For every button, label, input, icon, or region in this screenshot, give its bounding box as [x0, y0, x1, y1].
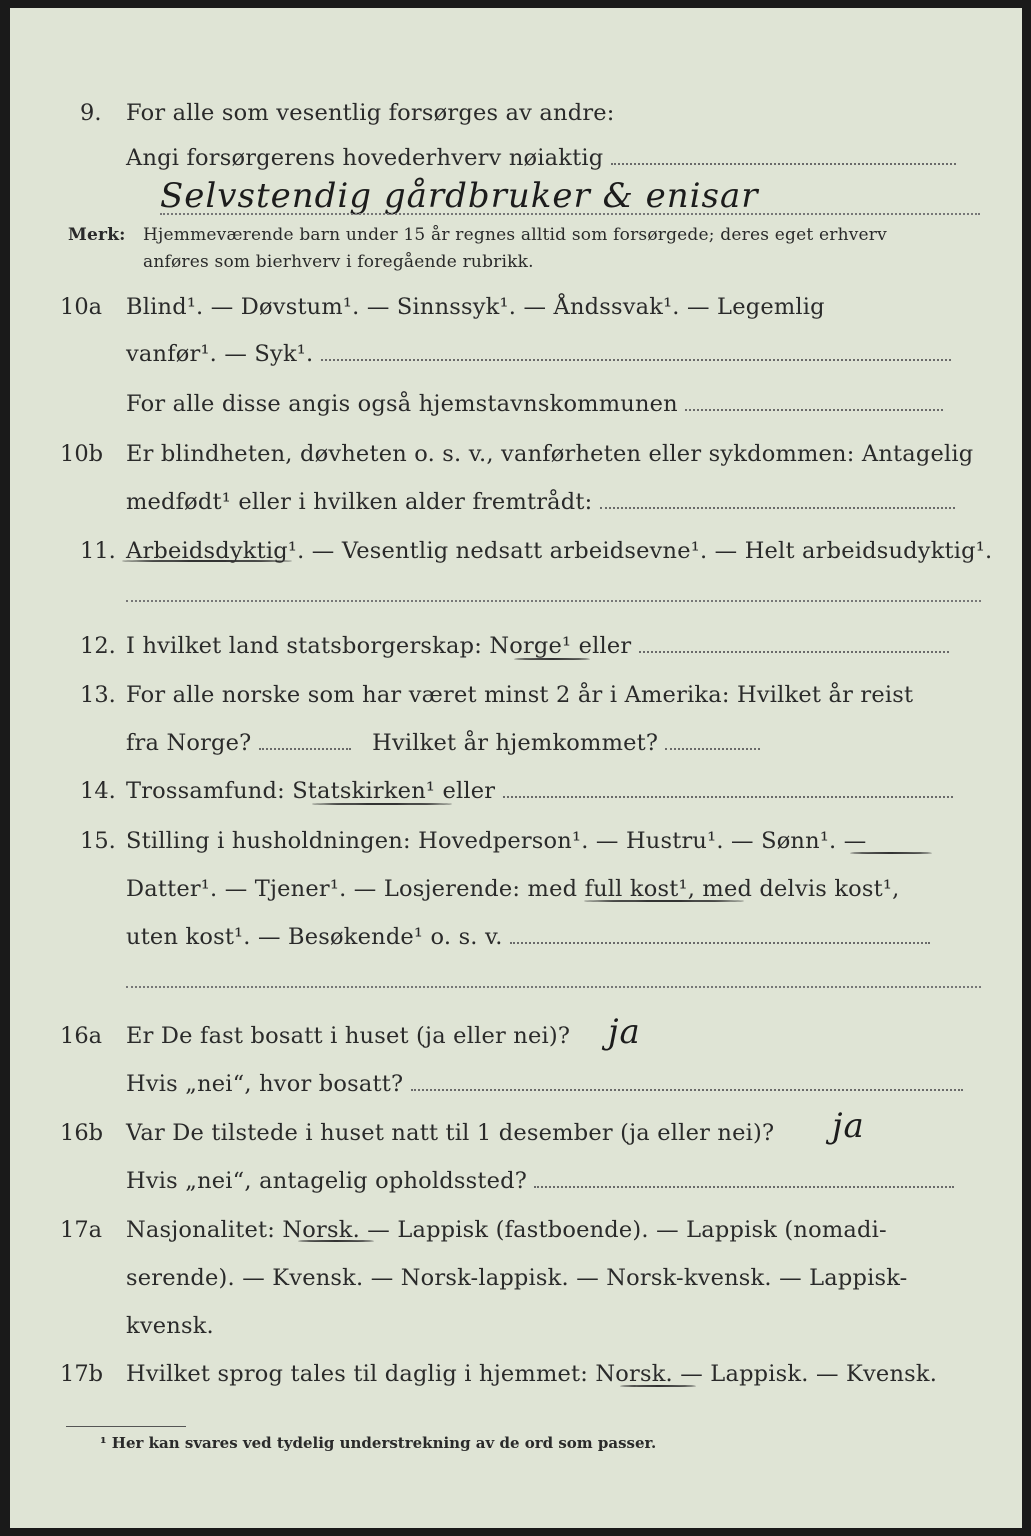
q9-handwritten-answer: Selvstendig gårdbruker & enisar	[160, 176, 759, 216]
q17a-number: 17a	[60, 1217, 103, 1243]
q11-question-line1: Arbeidsdyktig¹. — Vesentlig nedsatt arbeidsevne¹. — Helt arbeidsudyktig¹.	[126, 538, 993, 564]
q16a-handwritten-answer: ja	[608, 1012, 641, 1052]
census-form-page	[10, 8, 1022, 1528]
footnote-text: ¹ Her kan svares ved tydelig understrekning av de ord som passer.	[100, 1434, 657, 1452]
q16b-question-line1: Var De tilstede i huset natt til 1 desember (ja eller nei)?	[126, 1120, 775, 1146]
q9-answer-line	[160, 213, 980, 215]
footnote-rule	[66, 1426, 186, 1427]
q13-reist-dotted-line	[259, 747, 351, 750]
q15-underline-sonn	[850, 852, 932, 854]
q10a-line3-dotted-line	[685, 408, 943, 411]
q14-number: 14.	[80, 778, 116, 804]
q12-number: 12.	[80, 633, 116, 659]
merk-label: Merk:	[68, 225, 126, 245]
q13-number: 13.	[80, 682, 116, 708]
q11-number: 11.	[80, 538, 116, 564]
q17b-question-line1: Hvilket sprog tales til daglig i hjemmet: Norsk. — Lappisk. — Kvensk.	[126, 1361, 938, 1387]
q11-underline-arbeidsdyktig	[122, 560, 292, 562]
q16b-question-line2-text: Hvis „nei“, antagelig opholdssted?	[126, 1168, 528, 1194]
q16b-number: 16b	[60, 1120, 104, 1146]
q15-underline-med-full-kost	[584, 900, 744, 902]
q14-question-line1	[126, 778, 953, 804]
q16a-dotted-line	[411, 1088, 963, 1091]
q10a-question-line3	[126, 391, 943, 417]
q9-question-line1: For alle som vesentlig forsørges av andre:	[126, 100, 615, 126]
q13-reist-label: fra Norge?	[126, 730, 252, 756]
q13-hjemkommet-label: Hvilket år hjemkommet?	[372, 730, 659, 756]
q17a-question-line2: serende). — Kvensk. — Norsk-lappisk. — Norsk-kvensk. — Lappisk-	[126, 1265, 908, 1291]
q9-question-line2	[126, 145, 956, 171]
q10b-number: 10b	[60, 441, 104, 467]
q15-answer-line	[126, 986, 981, 988]
q10a-question-line2	[126, 341, 951, 367]
q12-underline-norge	[514, 658, 590, 660]
q14-underline-statskirken	[312, 803, 452, 805]
q17b-number: 17b	[60, 1361, 104, 1387]
q10a-question-line3-text: For alle disse angis også hjemstavnskommunen	[126, 391, 678, 417]
q13-question-line2	[126, 730, 760, 756]
q10a-number: 10a	[60, 294, 103, 320]
q15-dotted-line	[510, 941, 930, 944]
q14-dotted-line	[503, 795, 953, 798]
q9-dotted-line	[611, 162, 956, 165]
q9-question-line2-text: Angi forsørgerens hovederhverv nøiaktig	[126, 145, 604, 171]
q10a-dotted-line	[321, 358, 951, 361]
q17a-question-line3: kvensk.	[126, 1313, 214, 1339]
q16b-question-line2	[126, 1168, 954, 1194]
q13-question-line1: For alle norske som har været minst 2 år i Amerika: Hvilket år reist	[126, 682, 914, 708]
q15-question-line3	[126, 924, 930, 950]
q15-question-line3-text: uten kost¹. — Besøkende¹ o. s. v.	[126, 924, 503, 950]
q9-number: 9.	[80, 100, 102, 126]
q10b-dotted-line	[600, 506, 955, 509]
q12-question-text: I hvilket land statsborgerskap: Norge¹ eller	[126, 633, 632, 659]
q16a-question-line2-text: Hvis „nei“, hvor bosatt?	[126, 1071, 404, 1097]
q16b-handwritten-answer: ja	[832, 1106, 865, 1146]
q14-question-text: Trossamfund: Statskirken¹ eller	[126, 778, 496, 804]
q10a-question-line2-text: vanfør¹. — Syk¹.	[126, 341, 314, 367]
q15-number: 15.	[80, 828, 116, 854]
q17a-question-line1: Nasjonalitet: Norsk. — Lappisk (fastboende). — Lappisk (nomadi-	[126, 1217, 887, 1243]
q16a-question-line1: Er De fast bosatt i huset (ja eller nei)?	[126, 1023, 571, 1049]
q10b-question-line2	[126, 489, 955, 515]
q10a-question-line1: Blind¹. — Døvstum¹. — Sinnssyk¹. — Åndssvak¹. — Legemlig	[126, 294, 825, 320]
q16a-number: 16a	[60, 1023, 103, 1049]
q16b-dotted-line	[534, 1185, 954, 1188]
q15-question-line2: Datter¹. — Tjener¹. — Losjerende: med full kost¹, med delvis kost¹,	[126, 876, 900, 902]
merk-note-line2: anføres som bierhverv i foregående rubrikk.	[143, 252, 534, 272]
q12-question-line1	[126, 633, 949, 659]
q12-dotted-line	[639, 650, 949, 653]
merk-note-line1: Hjemmeværende barn under 15 år regnes alltid som forsørgede; deres eget erhverv	[143, 225, 887, 245]
q10b-question-line1: Er blindheten, døvheten o. s. v., vanførheten eller sykdommen: Antagelig	[126, 441, 974, 467]
q17a-underline-norsk	[298, 1240, 374, 1242]
q13-hjemkommet-dotted-line	[665, 747, 760, 750]
q10b-question-line2-text: medfødt¹ eller i hvilken alder fremtrådt:	[126, 489, 593, 515]
q11-answer-line	[126, 600, 981, 602]
q16a-question-line2	[126, 1071, 963, 1097]
q17b-underline-norsk	[620, 1385, 696, 1387]
q15-question-line1: Stilling i husholdningen: Hovedperson¹. — Hustru¹. — Sønn¹. —	[126, 828, 867, 854]
